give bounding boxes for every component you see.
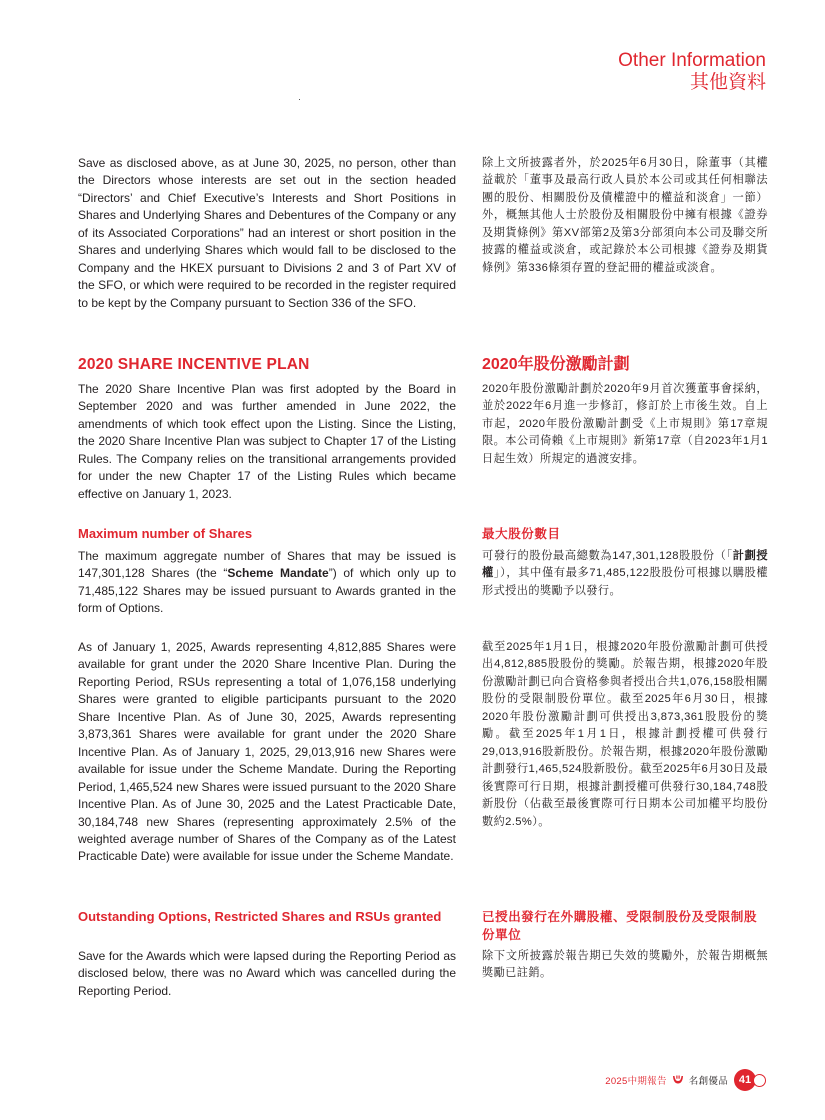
outstanding-paragraph-zh: 除下文所披露於報告期已失效的獎勵外，於報告期概無獎勵已註銷。 <box>482 950 768 980</box>
plan-paragraph-zh: 2020年股份激勵計劃於2020年9月首次獲董事會採納，並於2022年6月進一步修訂，修訂於上市後生效。自上市起，2020年股份激勵計劃受《上市規則》第17章規限。本公司倚賴《上市規則》新第17章（自2023年1月1日起生效）所規定的過渡安排。 <box>482 383 768 465</box>
subheading-max-shares-en: Maximum number of Shares <box>78 526 253 541</box>
footer-report-label: 2025中期報告 <box>605 1076 667 1087</box>
page-footer <box>605 1071 766 1089</box>
scheme-mandate-term: Scheme Mandate <box>227 566 329 581</box>
max-shares-paragraph-en: The maximum aggregate number of Shares that may be issued is 147,301,128 Shares (the “Scheme Mandate”) of which only up to 71,485,122 Shares may be issued pursuant to Awards granted in the form of Options. <box>78 549 457 616</box>
page-number: 41 <box>734 1069 756 1091</box>
brand-logo-icon <box>672 1075 684 1085</box>
subheading-outstanding-en: Outstanding Options, Restricted Shares and RSUs granted <box>78 909 442 924</box>
plan-paragraph-en: The 2020 Share Incentive Plan was first adopted by the Board in September 2020 and was further amended in June 2022, the amendments of which took effect upon the Listing. Since the Listing, the 2020 Share Incentive Plan was subject to Chapter 17 of the Listing Rules. The Company relies on the transitional arrangements provided for under the new Chapter 17 of the Listing Rules which became effective on January 1, 2023. <box>78 382 456 501</box>
intro-paragraph-zh: 除上文所披露者外，於2025年6月30日，除董事（其權益載於「董事及最高行政人員於本公司或其任何相聯法團的股份、相關股份及債權證中的權益和淡倉」一節）外，概無其他人士於股份及相關股份中擁有根據《證券及期貨條例》第XV部第2及第3分部須向本公司及聯交所披露的權益或淡倉，或記錄於本公司根據《證券及期貨條例》第336條須存置的登記冊的權益或淡倉。 <box>482 157 768 274</box>
intro-paragraph-en: Save as disclosed above, as at June 30, 2025, no person, other than the Directors whose interests are set out in the section headed “Directors’ and Chief Executive’s Interests and Short Positions in Shares and Underlying Shares and Debentures of the Company or any of its Associated Corporations” had an interest or short position in the Shares and underlying Shares which would fall to be disclosed to the Company and the HKEX pursuant to Divisions 2 and 3 of Part XV of the SFO, or which were required to be recorded in the register required to be kept by the Company pursuant to Section 336 of the SFO. <box>78 156 456 310</box>
header-title-en: Other Information <box>618 50 766 71</box>
header-title-zh: 其他資料 <box>689 72 766 93</box>
section-heading-en: 2020 SHARE INCENTIVE PLAN <box>78 356 310 373</box>
page-ring-icon <box>753 1074 766 1087</box>
footer-brand-name: 名創優品 <box>688 1076 728 1087</box>
awards-paragraph-zh: 截至2025年1月1日，根據2020年股份激勵計劃可供授出4,812,885股股份的獎勵。於報告期，根據2020年股份激勵計劃已向合資格參與者授出合共1,076,158股相關股份的受限制股份單位。截至2025年6月30日，根據2020年股份激勵計劃可供授出3,873,361股股份的獎勵。截至2025年1月1日，根據計劃授權可供發行29,013,916股新股份。於報告期，根據2020年股份激勵計劃發行1,465,524股新股份。截至2025年6月30日及最後實際可行日期，根據計劃授權可供發行30,184,748股新股份（佔截至最後實際可行日期本公司加權平均股份數約2.5%）。 <box>482 641 768 828</box>
stray-dot <box>299 99 300 100</box>
max-shares-paragraph-zh: 可發行的股份最高總數為147,301,128股股份（「計劃授權」），其中僅有最多71,485,122股股份可根據以購股權形式授出的獎勵予以發行。 <box>482 550 769 597</box>
awards-paragraph-en: As of January 1, 2025, Awards representing 4,812,885 Shares were available for grant under the 2020 Share Incentive Plan. During the Reporting Period, RSUs representing a total of 1,076,158 underlying Shares were granted to eligible participants pursuant to the 2020 Share Incentive Plan. As of June 30, 2025, Awards representing 3,873,361 Shares were available for grant under the 2020 Share Incentive Plan. As of January 1, 2025, 29,013,916 new Shares were available for issue under the Scheme Mandate. During the Reporting Period, 1,465,524 new Shares were issued pursuant to the 2020 Share Incentive Plan. As of June 30, 2025 and the Latest Practicable Date, 30,184,748 new Shares (representing approximately 2.5% of the weighted average number of Shares of the Company as of the Latest Practicable Date) were available for issue under the Scheme Mandate. <box>78 640 456 864</box>
outstanding-paragraph-en: Save for the Awards which were lapsed during the Reporting Period as disclosed below, there was no Award which was cancelled during the Reporting Period. <box>78 949 456 998</box>
subheading-max-shares-zh: 最大股份數目 <box>482 527 561 541</box>
scheme-mandate-term-zh: 計劃授權 <box>482 550 769 580</box>
page-header <box>618 50 766 94</box>
section-heading-zh: 2020年股份激勵計劃 <box>482 356 630 373</box>
subheading-outstanding-zh: 已授出發行在外購股權、受限制股份及受限制股份單位 <box>482 910 758 942</box>
